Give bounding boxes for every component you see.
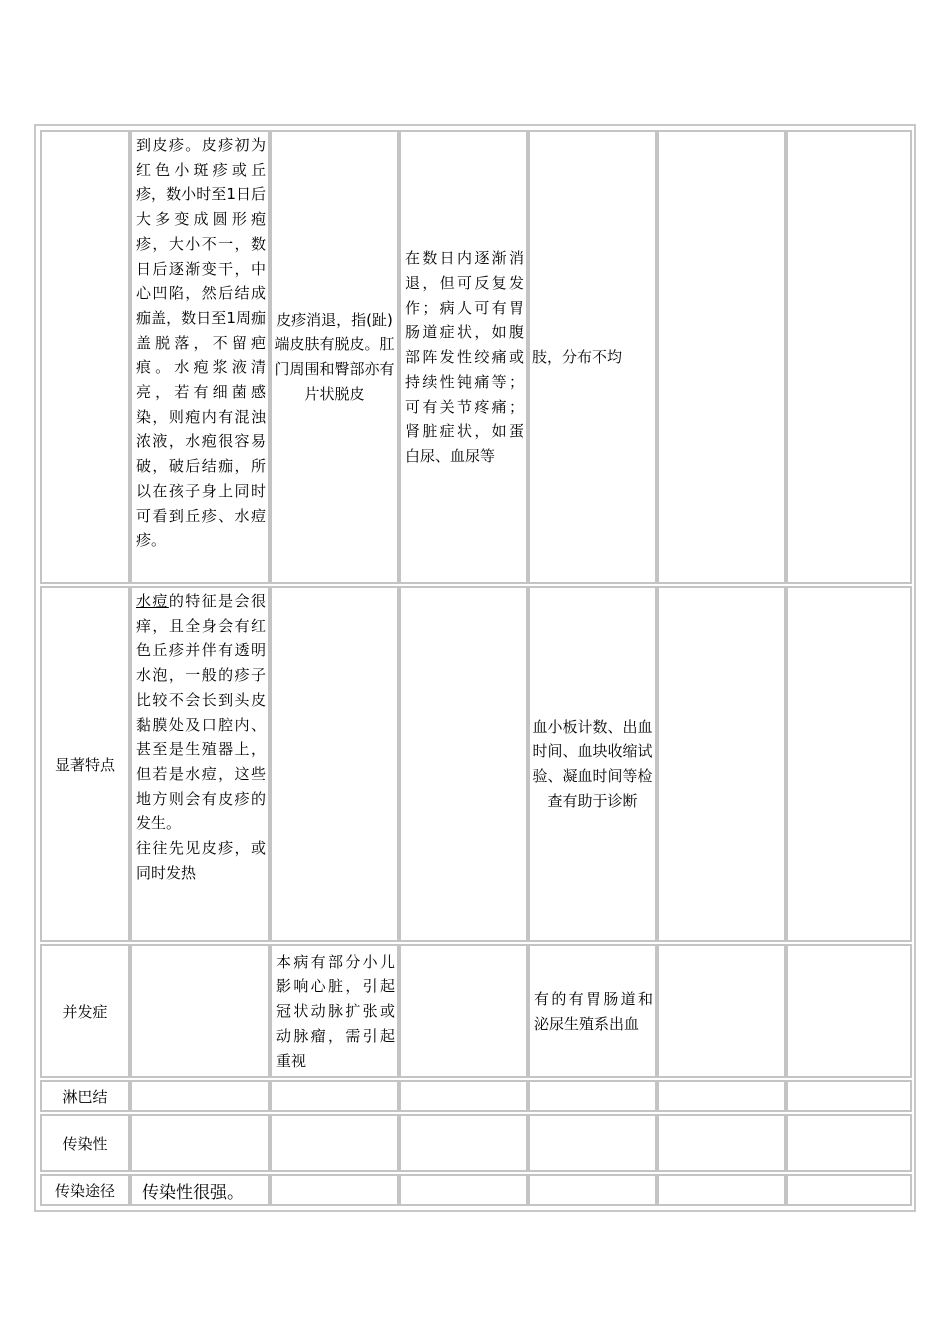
transmission-route-label: 传染途径 (54, 1181, 115, 1200)
rash-description-text: 到皮疹。皮疹初为红色小斑疹或丘疹，数小时至1日后大多变成圆形疱疹，大小不一，数日后逐渐变干，中心凹陷，然后结成痂盖，数日至1周痂盖脱落，不留疤痕。水疱浆液清亮，若有细菌感染，则疱内有混浊浓液，水疱很容易破，破后结痂，所以在孩子身上同时可看到丘疹、水痘疹。 (136, 136, 266, 550)
recurrence-symptoms-text: 在数日内逐渐消退，但可反复发作；病人可有胃肠道症状，如腹部阵发性绞痛或持续性钝痛等；可有关节疼痛；肾脏症状，如蛋白尿、血尿等 (405, 249, 524, 465)
row6-col2-cell (130, 1174, 270, 1206)
row6-label-cell (40, 1174, 130, 1206)
notable-features-label: 显著特点 (54, 755, 115, 774)
row6-col7-cell (786, 1174, 912, 1206)
chickenpox-link[interactable]: 水痘 (136, 592, 169, 610)
row3-col3-cell (270, 944, 399, 1078)
row4-col2-cell (130, 1080, 270, 1112)
row5-col3-cell (270, 1114, 399, 1172)
lymph-nodes-label: 淋巴结 (62, 1087, 108, 1106)
cardiac-complication-text: 本病有部分小儿影响心脏，引起冠状动脉扩张或动脉瘤，需引起重视 (276, 952, 395, 1070)
row1-col5-cell (528, 130, 657, 584)
row5-col5-cell (528, 1114, 657, 1172)
row6-col4-cell (399, 1174, 528, 1206)
infectivity-label: 传染性 (62, 1134, 108, 1153)
row4-col3-cell (270, 1080, 399, 1112)
row1-col4-cell (399, 130, 528, 584)
row2-col6-cell (657, 586, 786, 942)
row3-col2-cell (130, 944, 270, 1078)
row4-col6-cell (657, 1080, 786, 1112)
chickenpox-features-text: 的特征是会很痒，且全身会有红色丘疹并伴有透明水泡，一般的疹子比较不会长到头皮黏膜处及口腔内、甚至是生殖器上，但若是水痘，这些地方则会有皮疹的发生。 (136, 592, 266, 833)
diagnostic-tests-text: 血小板计数、出血时间、血块收缩试验、凝血时间等检查有助于诊断 (532, 717, 653, 810)
distribution-text: 肢，分布不均 (532, 347, 623, 366)
row2-col4-cell (399, 586, 528, 942)
row5-label-cell (40, 1114, 130, 1172)
row5-col4-cell (399, 1114, 528, 1172)
row6-col5-cell (528, 1174, 657, 1206)
high-infectivity-text: 传染性很强。 (142, 1182, 244, 1203)
row3-col5-cell (528, 944, 657, 1078)
bleeding-complication-text: 有的有胃肠道和泌尿生殖系出血 (534, 989, 653, 1033)
row2-col7-cell (786, 586, 912, 942)
desquamation-text: 皮疹消退，指(趾)端皮肤有脱皮。肛门周围和臀部亦有片状脱皮 (274, 310, 395, 403)
row1-label-cell (40, 130, 130, 584)
row3-label-cell (40, 944, 130, 1078)
row4-col4-cell (399, 1080, 528, 1112)
row1-col3-cell (270, 130, 399, 584)
row6-col6-cell (657, 1174, 786, 1206)
row3-col4-cell (399, 944, 528, 1078)
row4-col7-cell (786, 1080, 912, 1112)
row3-col7-cell (786, 944, 912, 1078)
row1-col2-cell (130, 130, 270, 584)
row4-label-cell (40, 1080, 130, 1112)
comparison-table (34, 124, 916, 1212)
row2-col3-cell (270, 586, 399, 942)
row2-label-cell (40, 586, 130, 942)
row2-col5-cell (528, 586, 657, 942)
complications-label: 并发症 (62, 1002, 108, 1021)
row5-col2-cell (130, 1114, 270, 1172)
row2-col2-cell (130, 586, 270, 942)
onset-text: 往往先见皮疹，或同时发热 (136, 839, 266, 882)
row1-col6-cell (657, 130, 786, 584)
row6-col3-cell (270, 1174, 399, 1206)
row3-col6-cell (657, 944, 786, 1078)
row1-col7-cell (786, 130, 912, 584)
row5-col6-cell (657, 1114, 786, 1172)
row5-col7-cell (786, 1114, 912, 1172)
row4-col5-cell (528, 1080, 657, 1112)
